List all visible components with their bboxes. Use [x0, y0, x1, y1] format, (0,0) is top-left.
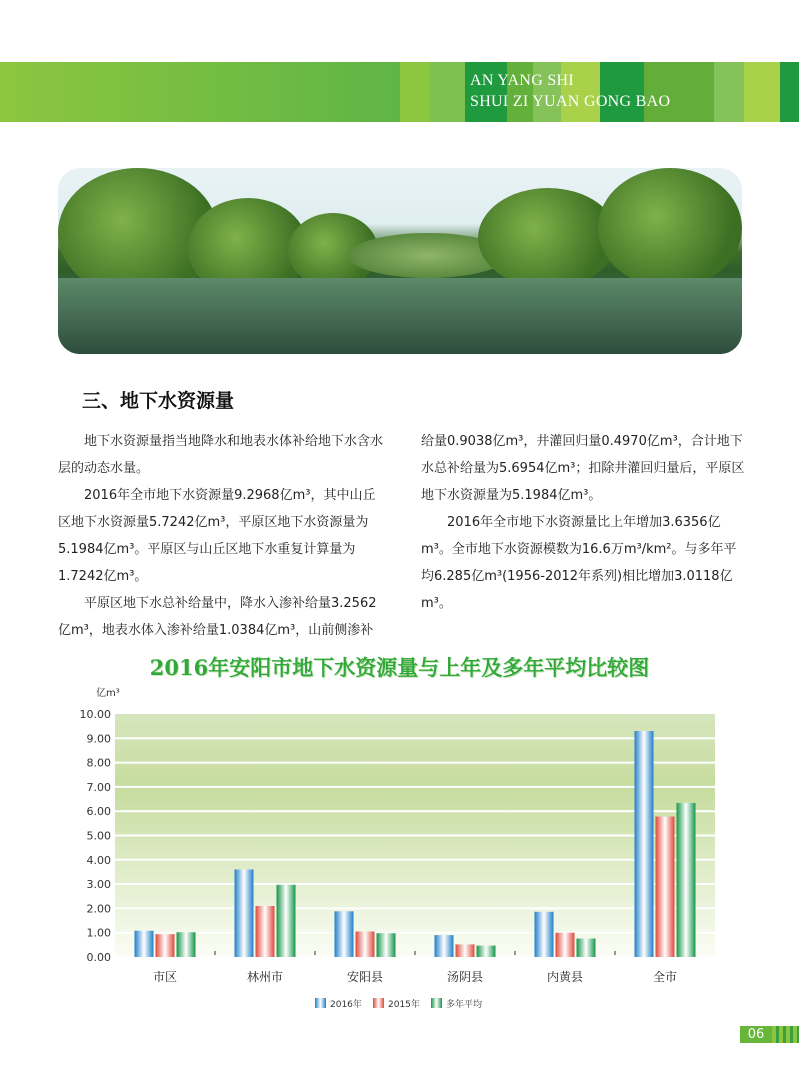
paragraph: 2016年全市地下水资源量9.2968亿m³，其中山丘区地下水资源量5.7242亿m³，平原区地下水资源量为5.1984亿m³。平原区与山丘区地下水重复计算量为1.7242亿m³。 — [58, 488, 376, 584]
header-title-line1: AN YANG SHI — [470, 72, 575, 89]
legend-swatch-2016年 — [315, 998, 326, 1008]
x-tick-label: 市区 — [152, 970, 178, 984]
x-tick-label: 安阳县 — [346, 970, 384, 984]
bar-全市-2016年 — [635, 731, 654, 957]
legend-swatch-多年平均 — [431, 998, 442, 1008]
y-tick-label: 5.00 — [86, 829, 111, 843]
legend-label: 多年平均 — [446, 1000, 483, 1010]
bar-全市-2015年 — [656, 817, 675, 957]
bar-林州市-2016年 — [235, 870, 254, 957]
y-tick-label: 6.00 — [86, 805, 111, 819]
paragraph: 2016年全市地下水资源量比上年增加3.6356亿m³。全市地下水资源模数为16.6万m³/km²。与多年平均6.285亿m³(1956-2012年系列)相比增加3.0118亿m³。 — [421, 515, 737, 611]
x-tick-label: 全市 — [652, 970, 678, 984]
bar-汤阴县-2016年 — [435, 935, 454, 957]
bar-市区-2015年 — [156, 934, 175, 957]
bar-林州市-2015年 — [256, 906, 275, 957]
y-axis-label: 亿m³ — [96, 688, 120, 699]
y-tick-label: 0.00 — [86, 951, 111, 964]
bar-汤阴县-多年平均 — [477, 946, 496, 957]
bar-chart — [60, 680, 760, 1020]
header-band — [0, 62, 799, 122]
y-tick-label: 10.00 — [79, 708, 111, 721]
chart-title: 2016年安阳市地下水资源量与上年及多年平均比较图 — [149, 655, 650, 680]
section-title: 三、地下水资源量 — [82, 390, 235, 412]
bar-市区-多年平均 — [177, 932, 196, 957]
lake-panorama-photo — [58, 168, 742, 354]
bar-安阳县-2015年 — [356, 931, 375, 957]
y-tick-label: 2.00 — [86, 902, 111, 916]
y-tick-label: 8.00 — [86, 756, 111, 770]
paragraph: 地下水资源量指当地降水和地表水体补给地下水含水层的动态水量。 — [58, 434, 384, 476]
y-tick-label: 1.00 — [86, 926, 111, 940]
y-tick-label: 7.00 — [86, 780, 111, 794]
y-tick-label: 9.00 — [86, 732, 111, 746]
x-tick-label: 汤阴县 — [446, 970, 484, 984]
bar-内黄县-多年平均 — [577, 939, 596, 957]
legend-swatch-2015年 — [373, 998, 384, 1008]
paragraph: 平原区地下水总补给量中，降水入渗补给量3.2562亿m³，地表水体入渗补给量1.0384亿m³，山前侧渗补给量0.9038亿m³，井灌回归量0.4970亿m³，合计地下水总补给量为5.6954亿m³；扣除井灌回归量后，平原区地下水资源量为5.1984亿m³。 — [58, 434, 745, 638]
bar-安阳县-多年平均 — [377, 933, 396, 957]
y-tick-label: 4.00 — [86, 853, 111, 867]
bar-市区-2016年 — [135, 931, 154, 957]
x-tick-label: 林州市 — [246, 970, 284, 984]
x-tick-label: 内黄县 — [546, 970, 584, 984]
bar-内黄县-2015年 — [556, 933, 575, 957]
page-number: 06 — [740, 1026, 772, 1043]
legend-label: 2015年 — [388, 1000, 420, 1010]
bar-安阳县-2016年 — [335, 911, 354, 957]
body-text — [58, 428, 748, 644]
bar-全市-多年平均 — [677, 803, 696, 957]
y-tick-label: 3.00 — [86, 878, 111, 892]
bar-林州市-多年平均 — [277, 885, 296, 957]
bar-汤阴县-2015年 — [456, 944, 475, 957]
header-title-line2: SHUI ZI YUAN GONG BAO — [470, 93, 671, 110]
legend-label: 2016年 — [330, 1000, 362, 1010]
page-number-stripes — [772, 1026, 799, 1043]
bar-内黄县-2016年 — [535, 912, 554, 957]
